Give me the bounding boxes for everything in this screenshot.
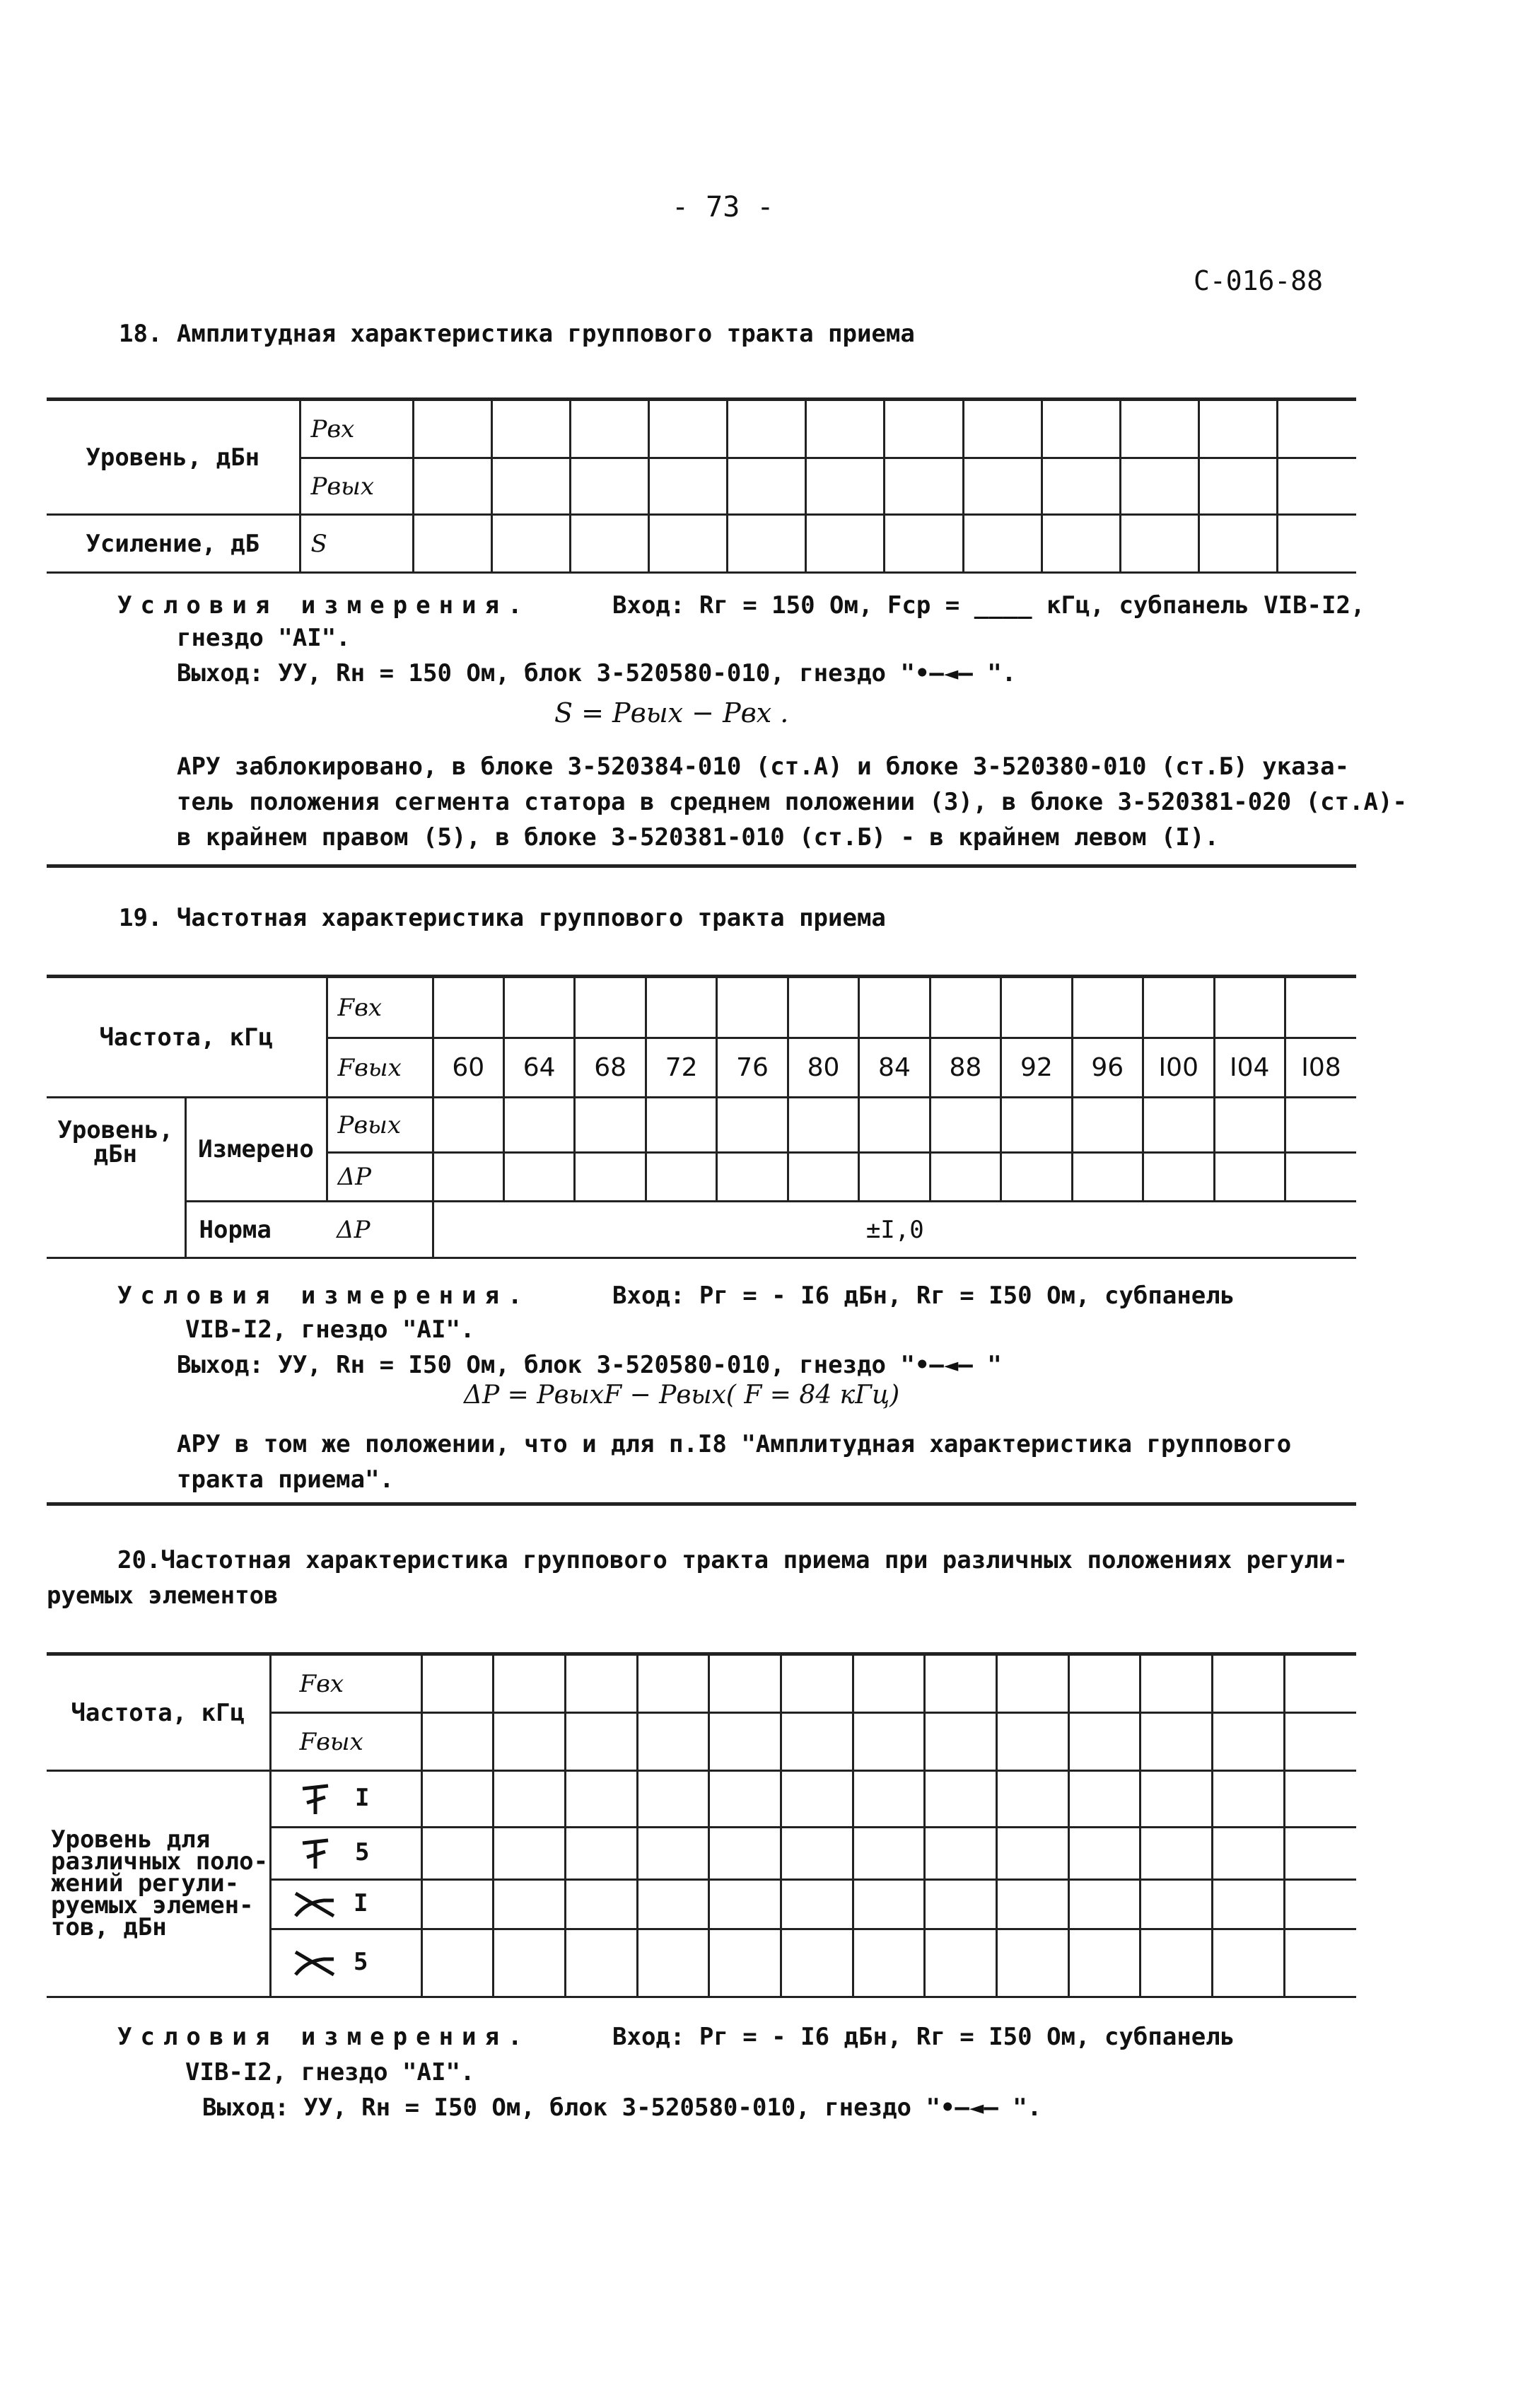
level-label-line: тов, дБн <box>51 1913 167 1941</box>
section-20-conditions-line3: Выход: УУ, Rн = I50 Ом, блок 3-520580-010, гнездо "•—◄— ". <box>202 2094 1042 2122</box>
regulator-x-icon <box>293 1948 337 1979</box>
frequency-label: Частота, кГц <box>47 977 327 1098</box>
section-18-conditions-heading: Условия измерения. <box>117 591 531 620</box>
level-label <box>47 1771 270 1997</box>
section-18-conditions-line1: Вход: Rг = 150 Ом, Fср = ____ кГц, субпанель VIB-I2, <box>612 591 1365 620</box>
section-18-aru-line2: тель положения сегмента статора в среднем положении (3), в блоке 3-520381-020 (ст.А)- <box>177 788 1407 816</box>
norm-value: ±I,0 <box>433 1202 1356 1258</box>
freq-cell: 72 <box>646 1038 716 1098</box>
position-cell <box>270 1929 421 1997</box>
freq-cell: 84 <box>859 1038 930 1098</box>
divider <box>47 864 1356 868</box>
freq-cell: 76 <box>717 1038 788 1098</box>
level-label: Уровень, дБн <box>47 1098 185 1258</box>
f-in-symbol: Fвх <box>270 1655 421 1713</box>
section-19-aru-line1: АРУ в том же положении, что и для п.I8 "Амплитудная характеристика группового <box>177 1430 1292 1458</box>
section-20-conditions-line1: Вход: Pг = - I6 дБн, Rг = I50 Ом, субпанель <box>612 2023 1235 2051</box>
level-label-line: различных поло- <box>51 1847 269 1876</box>
position-label: 5 <box>353 1948 368 1976</box>
delta-p-symbol: ΔP <box>327 1202 433 1258</box>
freq-cell: 88 <box>930 1038 1001 1098</box>
level-label-line: руемых элемен- <box>51 1891 254 1920</box>
position-cell <box>270 1880 421 1929</box>
section-20-conditions-heading: Условия измерения. <box>117 2023 531 2051</box>
freq-cell: I08 <box>1285 1038 1356 1098</box>
level-label-line: Уровень для <box>51 1825 211 1854</box>
freq-cell: 60 <box>433 1038 503 1098</box>
page-number: - 73 - <box>672 191 774 223</box>
section-19-conditions-line1: Вход: Pг = - I6 дБн, Rг = I50 Ом, субпанель <box>612 1282 1235 1310</box>
position-label: 5 <box>354 1838 370 1866</box>
f-out-symbol: Fвых <box>327 1038 433 1098</box>
gain-label: Усиление, дБ <box>47 515 300 573</box>
freq-cell: I04 <box>1214 1038 1285 1098</box>
table-18 <box>47 399 1356 574</box>
section-20-title-line1: 20.Частотная характеристика группового тракта приема при различных положениях регули- <box>117 1546 1348 1574</box>
delta-p-symbol: ΔP <box>327 1153 433 1202</box>
s-symbol: S <box>300 515 413 573</box>
regulator-t-icon <box>300 1836 332 1871</box>
section-19-formula: ΔP = PвыхF − Pвых( F = 84 кГц) <box>464 1381 900 1410</box>
section-18-formula: S = Pвых − Pвх . <box>554 697 789 728</box>
freq-cell: 80 <box>788 1038 858 1098</box>
measured-label: Измерено <box>185 1098 327 1202</box>
norm-label: Норма <box>185 1202 327 1258</box>
section-19-title: 19. Частотная характеристика группового тракта приема <box>119 904 886 932</box>
frequency-label: Частота, кГц <box>47 1655 270 1771</box>
p-in-symbol: Pвх <box>300 400 413 458</box>
section-20-conditions-line2: VIB-I2, гнездо "AI". <box>185 2058 475 2086</box>
section-19-conditions-line3: Выход: УУ, Rн = I50 Ом, блок 3-520580-010, гнездо "•—◄— " <box>177 1351 1002 1379</box>
freq-cell: 92 <box>1001 1038 1072 1098</box>
p-out-symbol: Pвых <box>300 458 413 515</box>
freq-cell: 96 <box>1072 1038 1143 1098</box>
section-19-conditions-heading: Условия измерения. <box>117 1282 531 1310</box>
section-18-conditions-line3: Выход: УУ, Rн = 150 Ом, блок 3-520580-010, гнездо "•—◄— ". <box>177 659 1017 687</box>
position-cell <box>270 1828 421 1880</box>
position-cell <box>270 1771 421 1828</box>
section-19-aru-line2: тракта приема". <box>177 1465 395 1494</box>
divider <box>47 1502 1356 1506</box>
freq-cell: 68 <box>575 1038 646 1098</box>
position-label: I <box>353 1889 368 1917</box>
level-label: Уровень, дБн <box>47 400 300 515</box>
table-19 <box>47 976 1356 1259</box>
section-20-title-line2: руемых элементов <box>47 1581 279 1610</box>
f-in-symbol: Fвх <box>327 977 433 1038</box>
document-code: С-016-88 <box>1194 265 1324 296</box>
section-18-title: 18. Амплитудная характеристика группового тракта приема <box>119 320 915 348</box>
freq-cell: I00 <box>1143 1038 1214 1098</box>
level-label-line: жений регули- <box>51 1869 240 1898</box>
p-out-symbol: Pвых <box>327 1098 433 1153</box>
regulator-x-icon <box>293 1889 337 1920</box>
regulator-t-icon <box>300 1782 332 1817</box>
freq-cell: 64 <box>503 1038 574 1098</box>
f-out-symbol: Fвых <box>270 1713 421 1771</box>
position-label: I <box>354 1784 370 1812</box>
section-18-aru-line1: АРУ заблокировано, в блоке 3-520384-010 (ст.А) и блоке 3-520380-010 (ст.Б) указа- <box>177 753 1350 781</box>
section-18-conditions-line2: гнездо "AI". <box>177 624 351 652</box>
section-18-aru-line3: в крайнем правом (5), в блоке 3-520381-010 (ст.Б) - в крайнем левом (I). <box>177 823 1219 852</box>
section-19-conditions-line2: VIB-I2, гнездо "AI". <box>185 1316 475 1344</box>
table-20 <box>47 1654 1356 1998</box>
